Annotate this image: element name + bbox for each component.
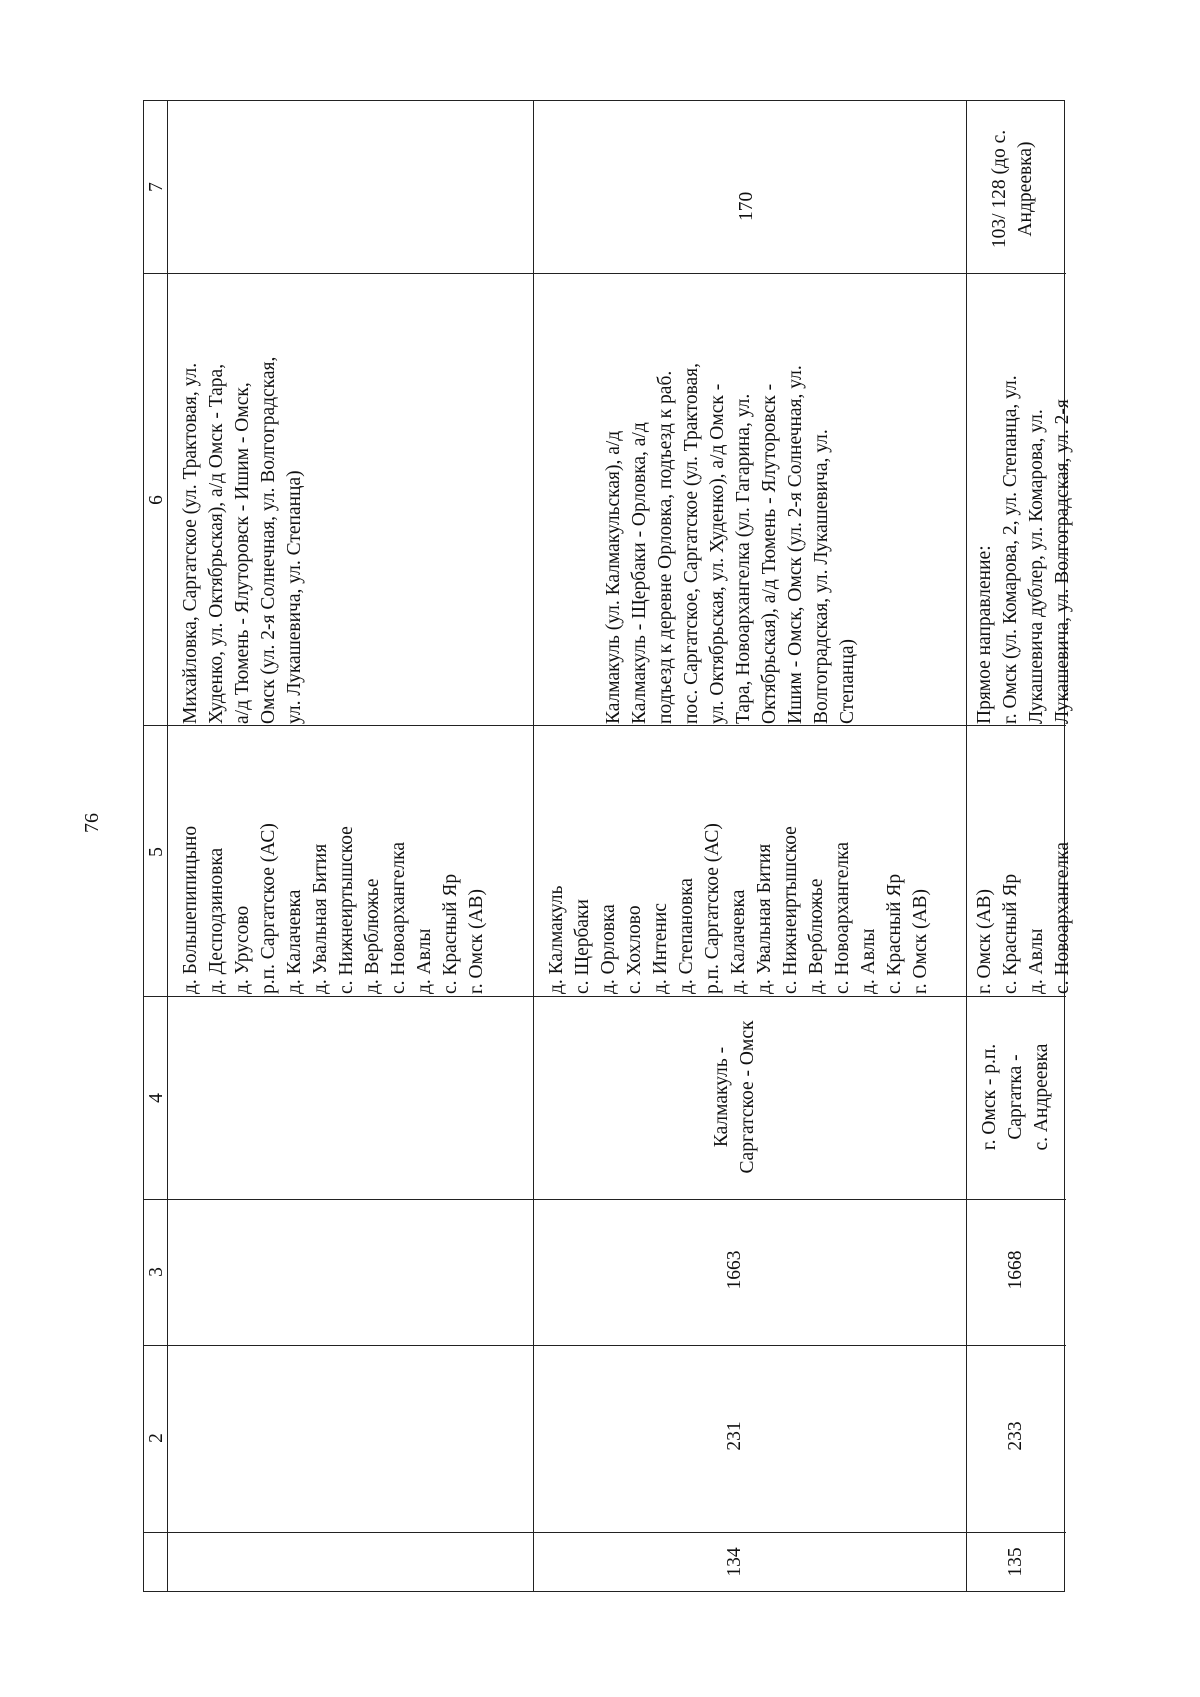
- header-cell-3: 3: [144, 1200, 167, 1346]
- cell-c4: г. Омск - р.п. Саргатка - с. Андреевка: [967, 997, 1066, 1200]
- cell-c6: Калмакуль (ул. Калмакульская), а/д Калмакуль - Щербаки - Орловка, а/д подъезд к деревне Орловка, подъезд к раб. пос. Саргатское, Саргатское (ул. Трактовая, ул. Октябрьская, ул. Худенко), а/д Омск - Тара, Новоархангелка (ул. Гагарина, ул. Октябрьская), а/д Тюмень - Ялуторовск - Ишим - Омск, Омск (ул. 2-я Солнечная, ул. Волгоградская, ул. Лукашевича, ул. Степанца): [534, 274, 966, 726]
- header-cell-4: 4: [144, 997, 167, 1200]
- cell-c5: г. Омск (АВ) с. Красный Яр д. Авлы с. Новоархангелка: [967, 726, 1066, 997]
- cell-c4: [168, 997, 533, 1200]
- header-cell-5: 5: [144, 726, 167, 997]
- cell-c1: 135: [1005, 1547, 1026, 1577]
- cell-c7: 170: [534, 101, 966, 274]
- cell-c7: 103/ 128 (до с. Андреевка): [967, 101, 1066, 274]
- cell-c4: Калмакуль - Саргатское - Омск: [534, 997, 966, 1200]
- header-cell-6: 6: [144, 274, 167, 726]
- table-row: [534, 101, 967, 1591]
- header-cell-2: 2: [144, 1346, 167, 1533]
- cell-c2: 233: [967, 1346, 1066, 1533]
- cell-c5: д. Калмакуль с. Щербаки д. Орловка с. Хохлово д. Интенис д. Степановка р.п. Саргатское (АС) д. Калачевка д. Увальная Бития с. Нижнеиртышское д. Верблюжье с. Новоархангелка д. Авлы с. Красный Яр г. Омск (АВ): [534, 726, 966, 997]
- cell-c3: [168, 1200, 533, 1346]
- cell-c3: 1668: [967, 1200, 1066, 1346]
- cell-c6: Прямое направление: г. Омск (ул. Комарова, 2, ул. Степанца, ул. Лукашевича дублер, ул. Комарова, ул. Лукашевича, ул. Волгоградская, ул. 2-я: [967, 274, 1066, 726]
- cell-c1: [168, 1533, 533, 1593]
- route-table: [143, 100, 1073, 1592]
- cell-c6: Михайловка, Саргатское (ул. Трактовая, ул. Худенко, ул. Октябрьская), а/д Омск - Тара, а/д Тюмень - Ялуторовск - Ишим - Омск, Омск (ул. 2-я Солнечная, ул. Волгоградская, ул. Лукашевича, ул. Степанца): [168, 274, 533, 726]
- cell-c2: 231: [534, 1346, 966, 1533]
- header-cell-1: [144, 1533, 167, 1593]
- header-cell-7: 7: [144, 101, 167, 274]
- cell-c2: [168, 1346, 533, 1533]
- table-header-row: [144, 101, 168, 1591]
- cell-c3: 1663: [534, 1200, 966, 1346]
- cell-c5: д. Большепипицыно д. Десподзиновка д. Урусово р.п. Саргатское (АС) д. Калачевка д. Увальная Бития с. Нижнеиртышское д. Верблюжье с. Новоархангелка д. Авлы с. Красный Яр г. Омск (АВ): [168, 726, 533, 997]
- table-row: [967, 101, 1073, 1591]
- cell-c1: 134: [724, 1547, 745, 1577]
- cell-c7: [168, 101, 533, 274]
- table-row: [168, 101, 534, 1591]
- page-number: 76: [81, 813, 103, 833]
